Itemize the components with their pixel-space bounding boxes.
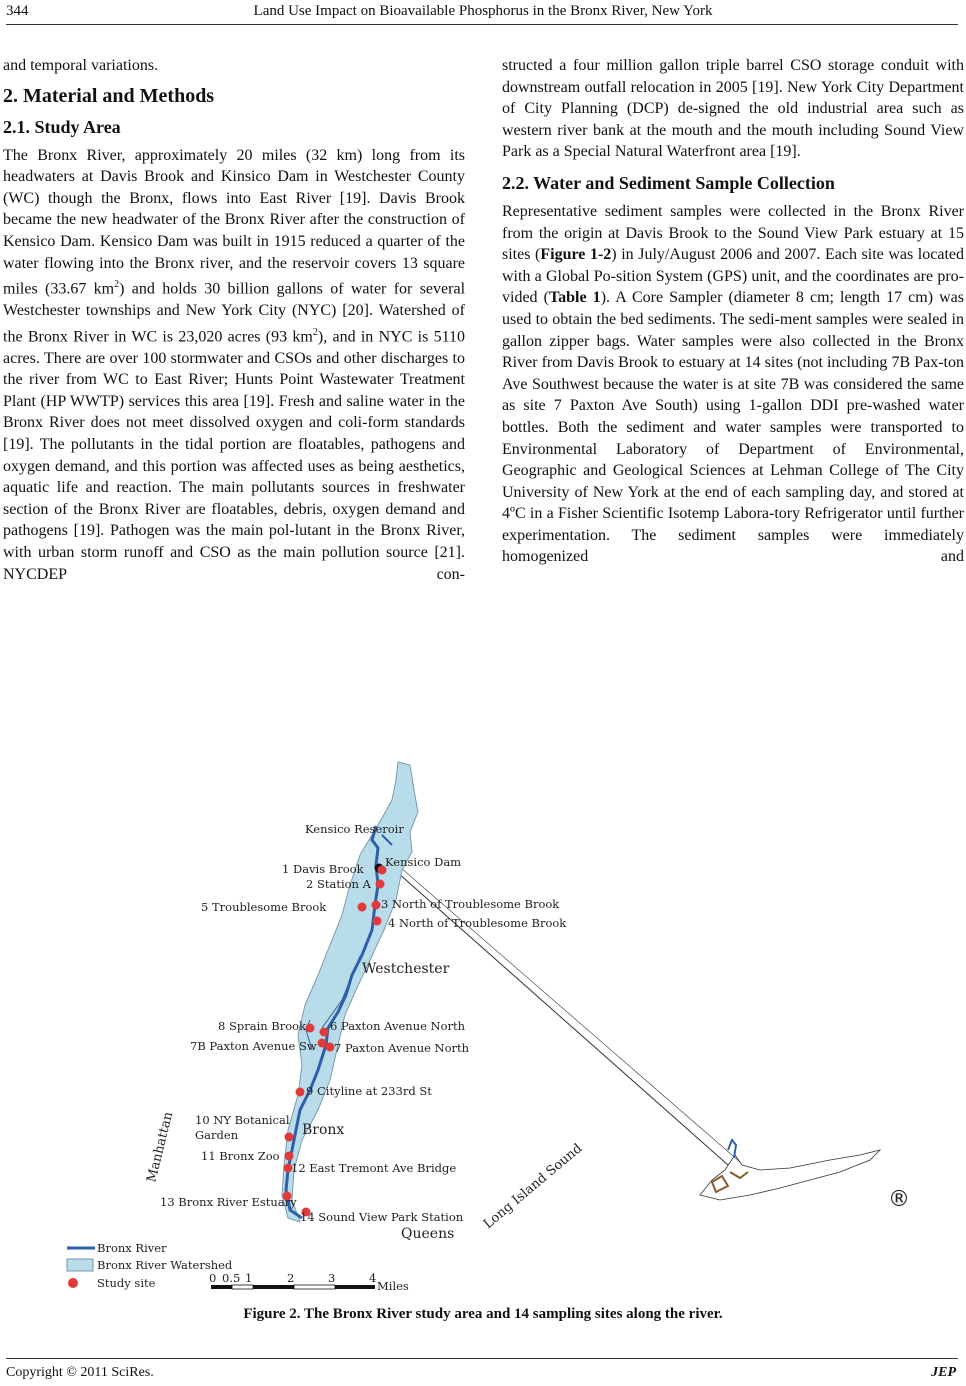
label-bronx: Bronx <box>302 1122 345 1138</box>
inset-connector-line-2 <box>378 848 740 1162</box>
site-6-marker[interactable] <box>320 1028 329 1037</box>
site-3-marker[interactable] <box>372 901 381 910</box>
label-site-14: 14 Sound View Park Station <box>300 1210 464 1224</box>
label-site-10: 10 NY Botanical <box>195 1113 290 1127</box>
label-site-6: 6 Paxton Avenue North <box>330 1019 466 1033</box>
label-long-island-sound: Long Island Sound <box>480 1141 586 1233</box>
csos-paragraph: structed a four million gallon triple barrel CSO storage conduit with downstream outfall relocation in 2005 [19]. New York City Department of City Planning (DCP) de-signed the old industrial area such as western river bank at the mouth and the mouth including Sound View Park as a Special Natural Waterfront area [19]. <box>502 57 964 161</box>
site-2-marker[interactable] <box>376 880 385 889</box>
label-site-8: 8 Sprain Brook <box>218 1019 307 1033</box>
para-text-2: ) and holds 30 billion gallons of water for several Westchester townships and New York City (NYC) [20]. Watershed of the Bronx River in WC is 23,020 acres (93 km <box>3 280 466 345</box>
label-site-9: 9 Cityline at 233rd St <box>306 1084 432 1098</box>
para2-text-c: ). A Core Sampler (diameter 8 cm; length 17 cm) was used to obtain the bed sediments. The sedi-ment samples were sealed in gallon zipper bags. Water samples were also collected in the Bronx River from Davis Brook to estuary at 14 sites (not including 7B Pax-ton Ave Southwest because the water is at site 7B was considered the same as site 7 Paxton Ave South) using 1-gallon DDI pre-washed water bottles. Both the sediment and water samples were transported to Environmental Laboratory of Department of Environmental, Geographic and Geological Sciences at Lehman College of The City University of New York at the end of each sampling day, and stored at 4ºC in a Fisher Scientific Isotemp Labora-tory Refrigerator until further experimentation. The sediment samples were immediately homogenized and <box>502 289 965 566</box>
figure-reference[interactable]: Figure 1-2 <box>540 246 612 264</box>
site-7b-marker[interactable] <box>318 1039 327 1048</box>
scale-tick-4: 4 <box>369 1271 377 1285</box>
site-9-marker[interactable] <box>296 1088 305 1097</box>
label-site-12: 12 East Tremont Ave Bridge <box>291 1161 457 1175</box>
para2-text-b: ) in July/August 2006 and 2007. Each site was located with a Global Po-sition System (GPS) unit, and the coordinates are pro-vided ( <box>502 246 964 307</box>
site-10-marker[interactable] <box>285 1133 294 1142</box>
registered-mark: ® <box>888 1187 910 1212</box>
label-kensico-dam: Kensico Dam <box>385 855 462 869</box>
legend-river-label: Bronx River <box>97 1241 167 1255</box>
label-westchester: Westchester <box>362 961 450 977</box>
legend-watershed-swatch <box>67 1259 93 1271</box>
intro-fragment: and temporal variations. <box>3 57 159 74</box>
para-text-1: The Bronx River, approximately 20 miles (32 km) long from its headwaters at Davis Brook and Kinsico Dam in Westchester County (WC) though the Bronx, flows into East River [19]. Davis Brook became the new headwater of the Bronx River after the construction of Kensico Dam. Kensico Dam was built in 1915 reduced a quarter of the water flowing into the Bronx river, and the reservoir covers 13 square miles (33.67 km <box>3 146 465 298</box>
scale-unit: Miles <box>377 1279 409 1293</box>
superscript-1: 2 <box>114 279 120 291</box>
scale-seg <box>211 1285 232 1289</box>
label-site-7b: 7B Paxton Avenue Sw <box>190 1039 317 1053</box>
journal-abbrev: JEP <box>931 1365 956 1380</box>
site-5-marker[interactable] <box>358 903 367 912</box>
label-site-13: 13 Bronx River Estuary <box>160 1195 297 1209</box>
label-site-5: 5 Troublesome Brook <box>201 900 327 914</box>
subsection-heading-sample-collection: 2.2. Water and Sediment Sample Collection <box>502 172 835 193</box>
label-site-1: 1 Davis Brook <box>282 862 364 876</box>
copyright: Copyright © 2011 SciRes. <box>6 1365 154 1380</box>
footer-rule <box>6 1358 958 1359</box>
site-11-marker[interactable] <box>285 1152 294 1161</box>
section-heading: 2. Material and Methods <box>3 84 215 107</box>
scale-tick-1: 1 <box>245 1271 253 1285</box>
scale-tick-3: 3 <box>328 1271 336 1285</box>
subsection-heading-study-area: 2.1. Study Area <box>3 116 121 137</box>
para2-text-a: Representative sediment samples were collected in the Bronx River from the origin at Davis Brook to the Sound View Park estuary at 15 sites ( <box>502 202 964 264</box>
label-manhattan: Manhattan <box>144 1110 177 1184</box>
scale-tick-2: 2 <box>287 1271 295 1285</box>
label-site-4: 4 North of Troublesome Brook <box>388 916 567 930</box>
scale-tick-0: 0 <box>209 1271 217 1285</box>
scale-seg <box>253 1285 294 1289</box>
legend-site-label: Study site <box>97 1276 156 1290</box>
table-reference[interactable]: Table 1 <box>548 289 601 307</box>
label-kensico-reservoir: Kensico Reseroir <box>305 822 404 836</box>
label-site-2: 2 Station A <box>306 877 371 891</box>
para-text-3: ), and in NYC is 5110 acres. There are over 100 stormwater and CSOs and other discharges to the river from WC to East River; Hunts Point Wastewater Treatment Plant (HP WWTP) services this area [19]. Fresh and saline water in the Bronx River does not meet dissolved oxygen and coli-form standards [19]. The pollutants in the tidal portion are floatables, pathogens and oxygen demand, and this portion was affected uses as being aesthetics, aquatic life and reaction. The main pollutants sources in freshwater section of the Bronx River are floatables, debris, oxygen demand and pathogens [19]. Pathogen was the main pol-lutant in the Bronx River, with urban storm runoff and CSO as the main pollution source [21]. NYCDEP con- <box>3 328 465 583</box>
page-number: 344 <box>6 3 29 19</box>
scale-tick-0-5: 0.5 <box>222 1271 241 1285</box>
scale-seg <box>294 1285 335 1289</box>
label-site-10-line2: Garden <box>195 1128 239 1142</box>
label-site-3: 3 North of Troublesome Brook <box>381 897 560 911</box>
scale-bar <box>209 1271 409 1293</box>
legend-site-swatch <box>68 1278 78 1288</box>
scale-seg <box>335 1285 375 1289</box>
label-queens: Queens <box>401 1226 455 1242</box>
scale-seg <box>232 1285 253 1289</box>
long-island-inset <box>700 1140 880 1200</box>
running-title: Land Use Impact on Bioavailable Phosphorus in the Bronx River, New York <box>253 3 713 19</box>
label-site-7: 7 Paxton Avenue North <box>334 1041 470 1055</box>
legend-watershed-label: Bronx River Watershed <box>97 1258 233 1272</box>
superscript-2: 2 <box>312 326 318 338</box>
figure-caption: Figure 2. The Bronx River study area and 14 sampling sites along the river. <box>243 1306 723 1322</box>
site-4-marker[interactable] <box>373 917 382 926</box>
label-site-11: 11 Bronx Zoo <box>201 1149 280 1163</box>
site-8-marker[interactable] <box>306 1024 315 1033</box>
